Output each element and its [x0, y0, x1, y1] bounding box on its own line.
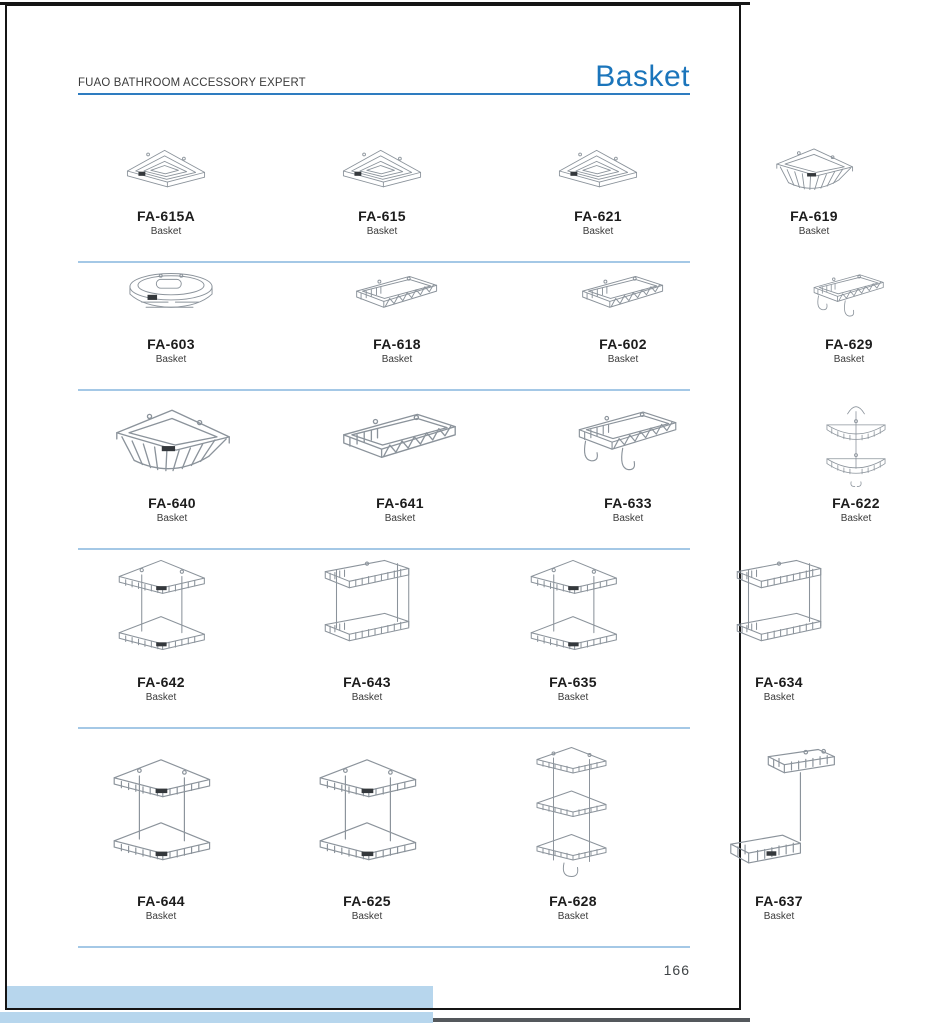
row-divider [78, 946, 690, 948]
product-category: Basket [366, 226, 398, 237]
product-category: Basket [763, 692, 795, 703]
product-card [510, 745, 636, 930]
basket-illustration [782, 397, 930, 489]
header-rule [78, 93, 690, 95]
product-category: Basket [384, 513, 416, 524]
product-card [98, 279, 244, 373]
product-card [98, 113, 234, 245]
product-category: Basket [557, 692, 589, 703]
product-row [58, 97, 838, 261]
product-card [776, 279, 922, 373]
basket-illustration [98, 546, 224, 668]
basket-illustration [324, 264, 470, 330]
product-card [510, 566, 636, 711]
footer-gray-edge [433, 1018, 750, 1022]
product-card [98, 566, 224, 711]
product-card [304, 566, 430, 711]
product-card [324, 279, 470, 373]
product-model: FA-602 [599, 335, 647, 352]
product-model: FA-635 [549, 673, 597, 690]
product-card [314, 113, 450, 245]
product-model: FA-640 [148, 494, 196, 511]
product-category: Basket [155, 354, 187, 365]
product-model: FA-621 [574, 207, 622, 224]
product-card [716, 745, 842, 930]
page-header [78, 48, 690, 92]
product-card [304, 745, 430, 930]
product-model: FA-633 [604, 494, 652, 511]
product-category: Basket [351, 692, 383, 703]
product-card [98, 407, 246, 532]
product-card [326, 407, 474, 532]
product-category: Basket [150, 226, 182, 237]
basket-illustration [304, 546, 430, 668]
product-card [550, 279, 696, 373]
product-category: Basket [840, 513, 872, 524]
product-category: Basket [156, 513, 188, 524]
product-model: FA-615 [358, 207, 406, 224]
product-card [782, 407, 930, 532]
product-category: Basket [381, 354, 413, 365]
product-model: FA-634 [755, 673, 803, 690]
brand-text: FUAO BATHROOM ACCESSORY EXPERT [78, 75, 306, 89]
product-grid [58, 97, 880, 948]
product-row [58, 391, 880, 548]
product-category: Basket [351, 911, 383, 922]
product-model: FA-615A [136, 207, 196, 224]
product-model: FA-644 [137, 892, 185, 909]
product-model: FA-628 [549, 892, 597, 909]
basket-illustration [776, 264, 922, 330]
basket-illustration [716, 737, 842, 887]
basket-illustration [314, 140, 450, 202]
product-model: FA-618 [373, 335, 421, 352]
product-card [98, 745, 224, 930]
product-model: FA-625 [343, 892, 391, 909]
product-model: FA-619 [790, 207, 838, 224]
product-category: Basket [145, 911, 177, 922]
basket-illustration [510, 546, 636, 668]
product-row [58, 729, 803, 946]
page-number: 166 [663, 962, 690, 978]
basket-illustration [746, 140, 882, 202]
page-title: Basket [595, 60, 690, 93]
footer-strip-inner [7, 986, 433, 1008]
product-model: FA-642 [137, 673, 185, 690]
basket-illustration [550, 264, 696, 330]
product-card [554, 407, 702, 532]
basket-illustration [98, 737, 224, 887]
footer-strip-outer [0, 1012, 433, 1023]
product-category: Basket [145, 692, 177, 703]
product-category: Basket [833, 354, 865, 365]
basket-illustration [554, 397, 702, 489]
product-model: FA-603 [147, 335, 195, 352]
product-model: FA-629 [825, 335, 873, 352]
basket-illustration [98, 264, 244, 330]
product-model: FA-637 [755, 892, 803, 909]
product-row [58, 263, 873, 389]
product-card [530, 113, 666, 245]
basket-illustration [716, 546, 842, 668]
basket-illustration [98, 397, 246, 489]
product-category: Basket [798, 226, 830, 237]
product-model: FA-641 [376, 494, 424, 511]
product-card [746, 113, 882, 245]
product-category: Basket [582, 226, 614, 237]
product-category: Basket [763, 911, 795, 922]
basket-illustration [326, 397, 474, 489]
product-card [716, 566, 842, 711]
product-category: Basket [607, 354, 639, 365]
product-model: FA-622 [832, 494, 880, 511]
basket-illustration [530, 140, 666, 202]
product-row [58, 550, 803, 727]
basket-illustration [98, 140, 234, 202]
basket-illustration [304, 737, 430, 887]
product-model: FA-643 [343, 673, 391, 690]
basket-illustration [510, 737, 636, 887]
product-category: Basket [557, 911, 589, 922]
product-category: Basket [612, 513, 644, 524]
